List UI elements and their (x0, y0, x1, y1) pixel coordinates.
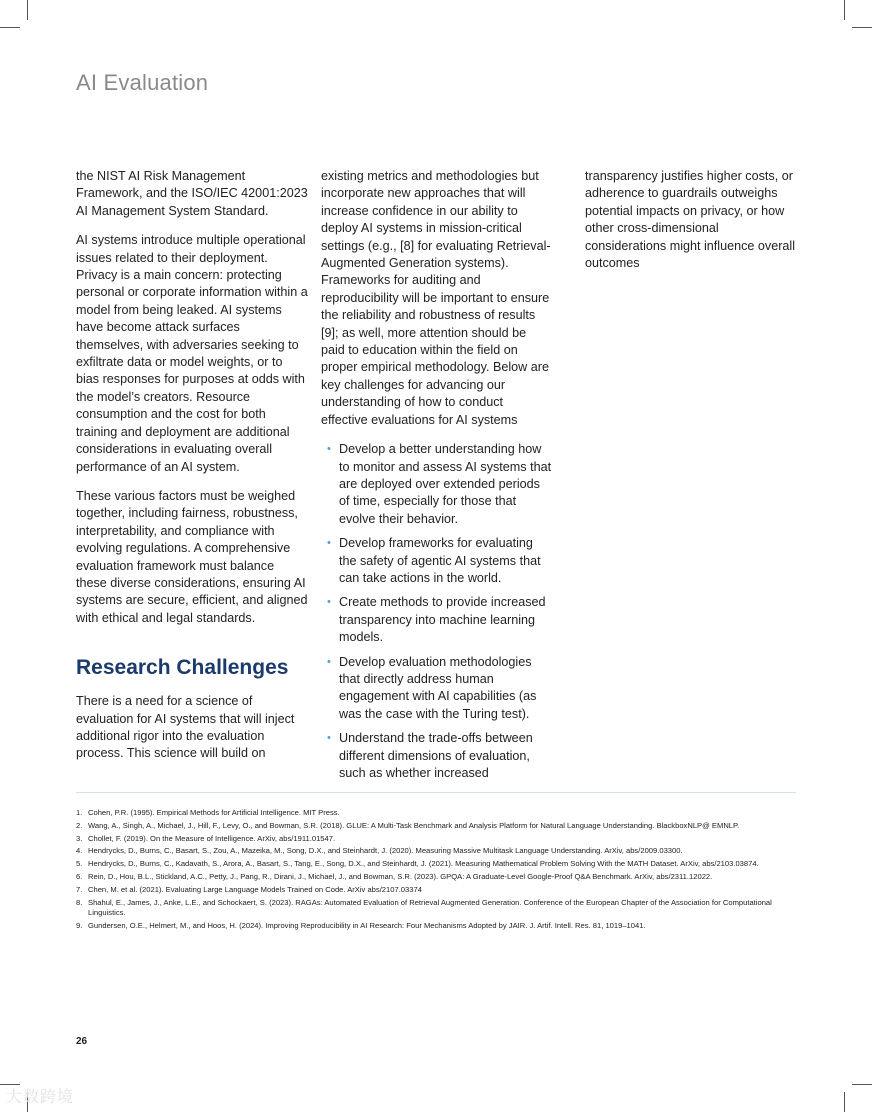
footnote (76, 859, 791, 869)
footnote (76, 834, 791, 844)
footnotes-list (76, 808, 791, 933)
section-heading: Research Challenges (76, 656, 289, 680)
footnote (76, 808, 791, 818)
list-item (321, 654, 553, 724)
footnote-number: 9. (76, 920, 83, 930)
footnote (76, 846, 791, 856)
footnote-text: Cohen, P.R. (1995). Empirical Methods for Artificial Intelligence. MIT Press. (88, 808, 340, 817)
list-item-text: Understand the trade-offs between different dimensions of evaluation, such as whether increased (339, 731, 533, 780)
list-item (321, 730, 553, 782)
text-column-2 (321, 168, 553, 789)
footnote-number: 7. (76, 884, 83, 894)
footnote-number: 1. (76, 808, 83, 817)
footnote (76, 898, 791, 918)
paragraph: These various factors must be weighed together, including fairness, robustness, interpretability, and compliance with evolving regulations. A comprehensive evaluation framework must balance these diverse considerations, ensuring AI systems are secure, efficient, and aligned with ethical and legal standards. (76, 488, 308, 625)
bullet-icon: • (327, 596, 331, 609)
list-item (321, 594, 553, 646)
footnote-number: 5. (76, 859, 83, 869)
paragraph: AI systems introduce multiple operational issues related to their deployment. Privacy is a main concern: protecting personal or corporate information within a model from being leaked. AI systems have become attack surfaces themselves, with adversaries seeking to exfiltrate data or model weights, or to bias responses for purposes at odds with the model’s creators. Resource consumption and the cost for both training and deployment are additional considerations in evaluating overall performance of an AI system. (76, 233, 308, 474)
text-column-1 (76, 168, 308, 775)
list-item-text: Create methods to provide increased transparency into machine learning models. (339, 595, 546, 645)
crop-mark-bottom-right-v (844, 1092, 845, 1112)
footnote-text: Shahul, E., James, J., Anke, L.E., and Schockaert, S. (2023). RAGAs: Automated Evaluation of Retrieval Augmented Generation. Conference of the European Chapter of the Association for Computational Linguistics. (88, 897, 772, 917)
footnote-text: Chen, M. et al. (2021). Evaluating Large Language Models Trained on Code. ArXiv abs/2107.03374 (88, 884, 422, 894)
page-header-title: AI Evaluation (76, 70, 209, 95)
footnote (76, 872, 791, 882)
bullet-icon: • (327, 537, 331, 550)
bullet-icon: • (327, 732, 331, 745)
footnote (76, 821, 791, 831)
crop-mark-bottom-right-h (852, 1084, 872, 1085)
page-number: 26 (76, 1036, 88, 1047)
list-item-text: Develop a better understanding how to monitor and assess AI systems that are deployed over extended periods of time, especially for those that evolve their behavior. (339, 442, 552, 526)
footnote-number: 4. (76, 846, 83, 856)
footnote-text: Gundersen, O.E., Helmert, M., and Hoos, H. (2024). Improving Reproducibility in AI Research: Four Mechanisms Adopted by JAIR. J. Artif. Intell. Res. 81, 1019–1041. (88, 920, 646, 930)
text-column-3 (585, 168, 795, 284)
footnote-text: Rein, D., Hou, B.L., Stickland, A.C., Petty, J., Pang, R., Dirani, J., Michael, J., and Bowman, S.R. (2023). GPQA: A Graduate-Level Google-Proof Q&A Benchmark. ArXiv, abs/2311.12022. (88, 871, 713, 881)
footnote-number: 3. (76, 833, 83, 843)
footnote (76, 921, 791, 931)
footnote-text: Wang, A., Singh, A., Michael, J., Hill, F., Levy, O., and Bowman, S.R. (2018). GLUE: A Multi-Task Benchmark and Analysis Platform for Natural Language Understanding. BlackboxNLP@ EMNLP. (88, 820, 740, 830)
footnote-number: 6. (76, 871, 83, 881)
crop-mark-top-left-v (27, 0, 28, 20)
list-item (321, 441, 553, 528)
paragraph: There is a need for a science of evaluation for AI systems that will inject additional rigor into the evaluation process. This science will build on (76, 694, 295, 761)
footnote-text: Hendrycks, D., Burns, C., Kadavath, S., Arora, A., Basart, S., Tang, E., Song, D.X., and Steinhardt, J. (2021). Measuring Mathematical Problem Solving With the MATH Dataset. ArXiv, abs/2103.03874. (88, 859, 759, 869)
crop-mark-top-right-v (844, 0, 845, 20)
footnote-number: 8. (76, 897, 83, 907)
list-item-text: Develop frameworks for evaluating the safety of agentic AI systems that can take actions in the world. (339, 536, 541, 585)
footnote (76, 885, 791, 895)
footnote-text: Chollet, F. (2019). On the Measure of Intelligence. ArXiv, abs/1911.01547. (88, 833, 336, 843)
paragraph: transparency justifies higher costs, or adherence to guardrails outweighs potential impacts on privacy, or how other cross-dimensional considerations might influence overall outcomes (585, 169, 796, 271)
list-item (321, 535, 553, 587)
footnote-text: Hendrycks, D., Burns, C., Basart, S., Zou, A., Mazeika, M., Song, D.X., and Steinhardt, J. (2020). Measuring Massive Multitask Language Understanding. ArXiv, abs/2009.03300. (88, 846, 683, 856)
watermark: 大数跨境 (6, 1089, 75, 1106)
footnote-number: 2. (76, 820, 83, 830)
crop-mark-top-right-h (852, 27, 872, 28)
footnote-divider (76, 792, 796, 793)
list-item-text: Develop evaluation methodologies that directly address human engagement with AI capabilities (as was the case with the Turing test). (339, 654, 537, 721)
paragraph: the NIST AI Risk Management Framework, and the ISO/IEC 42001:2023 AI Management System Standard. (76, 169, 308, 218)
bullet-icon: • (327, 655, 331, 668)
challenge-list (321, 441, 553, 782)
bullet-icon: • (327, 443, 331, 456)
crop-mark-top-left-h (0, 27, 20, 28)
paragraph: existing metrics and methodologies but incorporate new approaches that will increase confidence in our ability to deploy AI systems in mission-critical settings (e.g., [8] for evaluating Retrieval-Augmented Generation systems). Frameworks for auditing and reproducibility will be important to ensure the reliability and robustness of results [9]; as well, more attention should be paid to education within the field on proper empirical methodology. Below are key challenges for advancing our understanding of how to conduct effective evaluations for AI systems (321, 169, 551, 427)
